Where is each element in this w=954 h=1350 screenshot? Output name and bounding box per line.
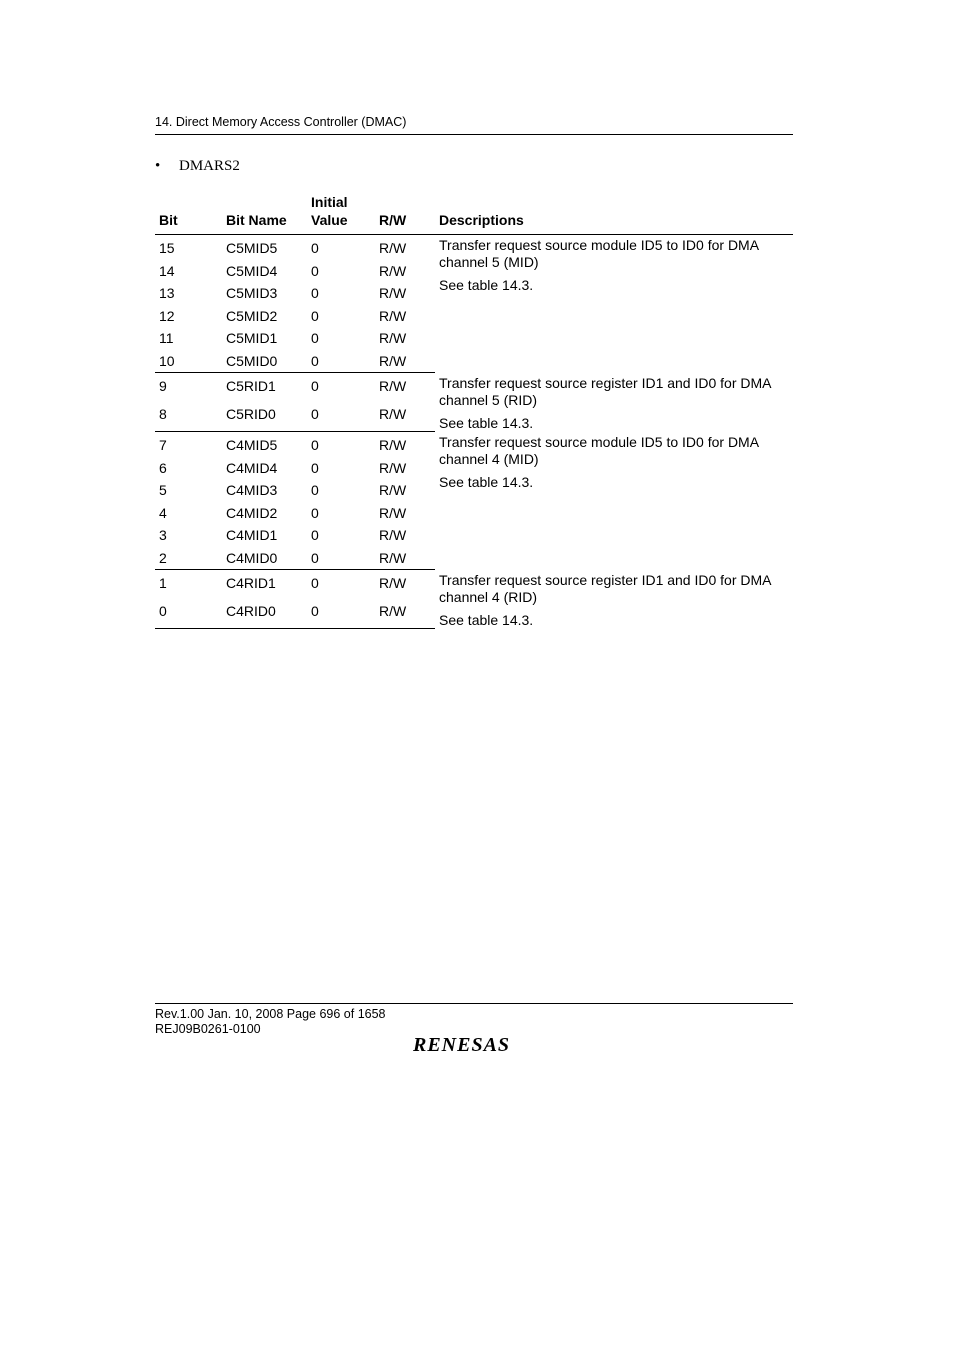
cell-bit: 8: [155, 403, 222, 431]
running-header: 14. Direct Memory Access Controller (DMAC): [155, 115, 793, 135]
cell-initial-value: 0: [311, 527, 319, 543]
cell-bit-name: C5RID0: [222, 403, 307, 431]
description-text: Transfer request source module ID5 to ID0 for DMA channel 4 (MID): [439, 433, 759, 467]
cell-rw: R/W: [379, 307, 407, 324]
cell-initial-value: 0: [307, 547, 375, 570]
cell-bit-name: C5MID3: [226, 285, 278, 301]
description-reference: See table 14.3.: [439, 414, 534, 431]
col-header-bit-name: Bit Name: [222, 193, 307, 235]
cell-initial-value: 0: [311, 240, 319, 256]
cell-initial-value: 0: [307, 350, 375, 373]
cell-bit: 2: [155, 547, 222, 570]
cell-bit: 10: [155, 350, 222, 373]
cell-initial-value: 0: [307, 403, 375, 431]
cell-rw: R/W: [379, 504, 407, 521]
cell-initial-value: 0: [311, 285, 319, 301]
cell-description: [435, 373, 793, 432]
description-reference: See table 14.3.: [439, 473, 534, 490]
cell-initial-value: 0: [311, 307, 319, 324]
cell-bit: 14: [159, 262, 175, 279]
cell-rw: R/W: [379, 262, 407, 279]
cell-rw: R/W: [375, 547, 435, 570]
description-reference: See table 14.3.: [439, 277, 534, 293]
cell-bit: 9: [159, 378, 167, 394]
cell-bit: 13: [159, 285, 175, 301]
col-header-bit: Bit: [155, 193, 222, 235]
cell-bit: 3: [159, 527, 167, 543]
cell-initial-value: 0: [311, 504, 319, 521]
bullet-glyph: •: [155, 158, 161, 174]
description-text: Transfer request source module ID5 to ID0 for DMA channel 5 (MID): [439, 237, 759, 270]
cell-bit: 0: [155, 600, 222, 628]
cell-initial-value: 0: [311, 330, 319, 346]
register-name: DMARS2: [179, 158, 240, 174]
cell-bit-name: C5MID5: [226, 240, 278, 256]
description-text: Transfer request source register ID1 and ID0 for DMA channel 4 (RID): [439, 571, 771, 605]
register-heading: [155, 158, 240, 175]
cell-bit: 12: [159, 307, 175, 324]
page-footer: [155, 1003, 793, 1037]
cell-description: [435, 432, 793, 570]
cell-bit-name: C4MID4: [226, 459, 278, 476]
cell-initial-value: 0: [311, 378, 319, 394]
cell-initial-value: 0: [307, 600, 375, 628]
cell-bit: 11: [159, 330, 174, 346]
cell-rw: R/W: [379, 459, 407, 476]
renesas-logo: [413, 1033, 533, 1055]
cell-rw: R/W: [379, 527, 407, 543]
cell-bit-name: C4MID2: [226, 504, 278, 521]
cell-bit-name: C5RID1: [226, 378, 276, 394]
cell-bit-name: C5MID0: [222, 350, 307, 373]
cell-bit-name: C5MID4: [226, 262, 278, 279]
cell-rw: R/W: [379, 330, 407, 346]
cell-bit-name: C4MID5: [226, 437, 278, 453]
logo-text: RENESAS: [413, 1034, 511, 1055]
table-row: [155, 373, 793, 404]
cell-rw: R/W: [379, 575, 407, 591]
cell-rw: R/W: [379, 285, 407, 301]
cell-initial-value: 0: [311, 482, 319, 498]
footer-revision: Rev.1.00 Jan. 10, 2008 Page 696 of 1658: [155, 1007, 386, 1021]
col-header-rw: R/W: [375, 193, 435, 235]
cell-bit: 6: [159, 459, 167, 476]
cell-bit-name: C4RID0: [222, 600, 307, 628]
table-row: [155, 570, 793, 601]
bit-description-table: [155, 193, 793, 629]
description-reference: See table 14.3.: [439, 611, 534, 628]
cell-bit-name: C5MID2: [226, 307, 278, 324]
cell-bit: 7: [159, 437, 167, 453]
cell-rw: R/W: [375, 403, 435, 431]
cell-rw: R/W: [379, 378, 407, 394]
cell-description: [435, 570, 793, 629]
cell-rw: R/W: [379, 240, 407, 256]
cell-initial-value: 0: [311, 459, 319, 476]
cell-initial-value: 0: [311, 437, 319, 453]
cell-description: [435, 235, 793, 373]
cell-bit: 15: [159, 240, 175, 256]
cell-rw: R/W: [375, 350, 435, 373]
cell-initial-value: 0: [311, 262, 319, 279]
cell-bit-name: C4MID3: [226, 482, 278, 498]
col-header-descriptions: Descriptions: [435, 193, 793, 235]
footer-doc-number: REJ09B0261-0100: [155, 1022, 261, 1036]
cell-rw: R/W: [379, 482, 407, 498]
col-header-initial-value: Initial Value: [307, 193, 375, 235]
cell-initial-value: 0: [311, 575, 319, 591]
cell-bit-name: C4MID1: [226, 527, 278, 543]
cell-bit: 4: [159, 504, 167, 521]
table-row: [155, 235, 793, 260]
cell-bit-name: C4RID1: [226, 575, 276, 591]
cell-bit: 1: [159, 575, 167, 591]
table-header-row: [155, 193, 793, 235]
cell-rw: R/W: [375, 600, 435, 628]
cell-bit: 5: [159, 482, 167, 498]
table-row: [155, 432, 793, 457]
table-body: [155, 235, 793, 629]
cell-bit-name: C5MID1: [226, 330, 278, 346]
cell-rw: R/W: [379, 437, 407, 453]
cell-bit-name: C4MID0: [222, 547, 307, 570]
description-text: Transfer request source register ID1 and ID0 for DMA channel 5 (RID): [439, 374, 771, 408]
